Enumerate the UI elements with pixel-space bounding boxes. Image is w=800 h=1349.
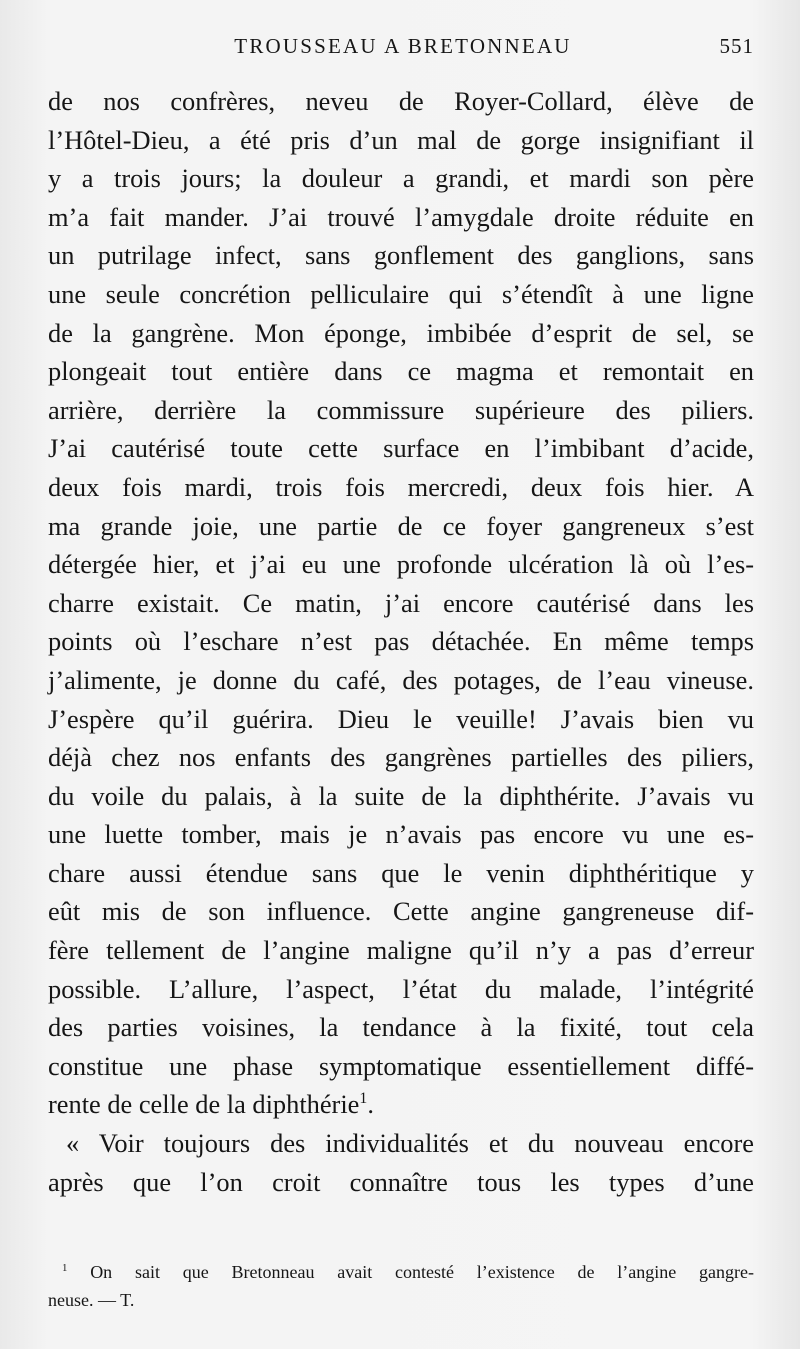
text-line: eût mis de son influence. Cette angine gangreneuse dif- xyxy=(48,896,754,927)
text-line: l’Hôtel-Dieu, a été pris d’un mal de gorge insignifiant il xyxy=(48,124,754,155)
footnote-line: neuse. — T. xyxy=(48,1290,135,1310)
text-line: après que l’on croit connaître tous les types d’une xyxy=(48,1166,754,1197)
text-line: charre existait. Ce matin, j’ai encore cautérisé dans les xyxy=(48,587,754,618)
text-line: une seule concrétion pelliculaire qui s’étendît à une ligne xyxy=(48,278,754,309)
text-line: possible. L’allure, l’aspect, l’état du malade, l’intégrité xyxy=(48,973,754,1004)
text-line: ma grande joie, une partie de ce foyer gangreneux s’est xyxy=(48,510,754,541)
footnote-text: On sait que Bretonneau avait contesté l’existence de l’angine gangre- xyxy=(90,1262,754,1282)
text-line: de nos confrères, neveu de Royer-Collard, élève de xyxy=(48,86,754,116)
text-line-content: rente de celle de la diphthérie xyxy=(48,1089,360,1120)
text-line: fère tellement de l’angine maligne qu’il n’y a pas d’erreur xyxy=(48,935,754,966)
footnote-reference[interactable]: 1 xyxy=(359,1090,368,1108)
text-line: un putrilage infect, sans gonflement des ganglions, sans xyxy=(48,240,754,271)
running-title: TROUSSEAU A BRETONNEAU xyxy=(234,34,572,58)
text-line: J’espère qu’il guérira. Dieu le veuille! J’avais bien vu xyxy=(48,703,754,734)
footnote-line xyxy=(48,1258,754,1286)
footnote-marker: 1 xyxy=(62,1262,68,1274)
text-line: une luette tomber, mais je n’avais pas encore vu une es- xyxy=(48,819,754,850)
text-line-with-footnote xyxy=(48,1085,754,1124)
text-line: « Voir toujours des individualités et du nouveau encore xyxy=(66,1128,754,1159)
text-line: plongeait tout entière dans ce magma et remontait en xyxy=(48,356,754,387)
text-line: deux fois mardi, trois fois mercredi, deux fois hier. A xyxy=(48,471,754,502)
body-text xyxy=(48,82,754,1201)
text-line: J’ai cautérisé toute cette surface en l’imbibant d’acide, xyxy=(48,433,754,464)
text-line: chare aussi étendue sans que le venin diphthéritique y xyxy=(48,857,754,888)
page-number: 551 xyxy=(719,34,754,58)
text-line: j’alimente, je donne du café, des potages, de l’eau vineuse. xyxy=(48,664,754,695)
text-line: détergée hier, et j’ai eu une profonde ulcération là où l’es- xyxy=(48,549,754,580)
text-line: arrière, derrière la commissure supérieure des piliers. xyxy=(48,394,754,425)
text-line: de la gangrène. Mon éponge, imbibée d’esprit de sel, se xyxy=(48,317,754,348)
text-line: déjà chez nos enfants des gangrènes partielles des piliers, xyxy=(48,742,754,773)
running-header xyxy=(48,30,758,60)
text-line: constitue une phase symptomatique essentiellement diffé- xyxy=(48,1050,754,1081)
text-line: des parties voisines, la tendance à la fixité, tout cela xyxy=(48,1012,754,1043)
text-line: m’a fait mander. J’ai trouvé l’amygdale droite réduite en xyxy=(48,201,754,232)
text-line: points où l’eschare n’est pas détachée. En même temps xyxy=(48,626,754,657)
text-line: y a trois jours; la douleur a grandi, et mardi son père xyxy=(48,163,754,194)
sentence-period: . xyxy=(367,1089,374,1120)
text-line: du voile du palais, à la suite de la diphthérite. J’avais vu xyxy=(48,780,754,811)
footnotes xyxy=(48,1258,754,1314)
